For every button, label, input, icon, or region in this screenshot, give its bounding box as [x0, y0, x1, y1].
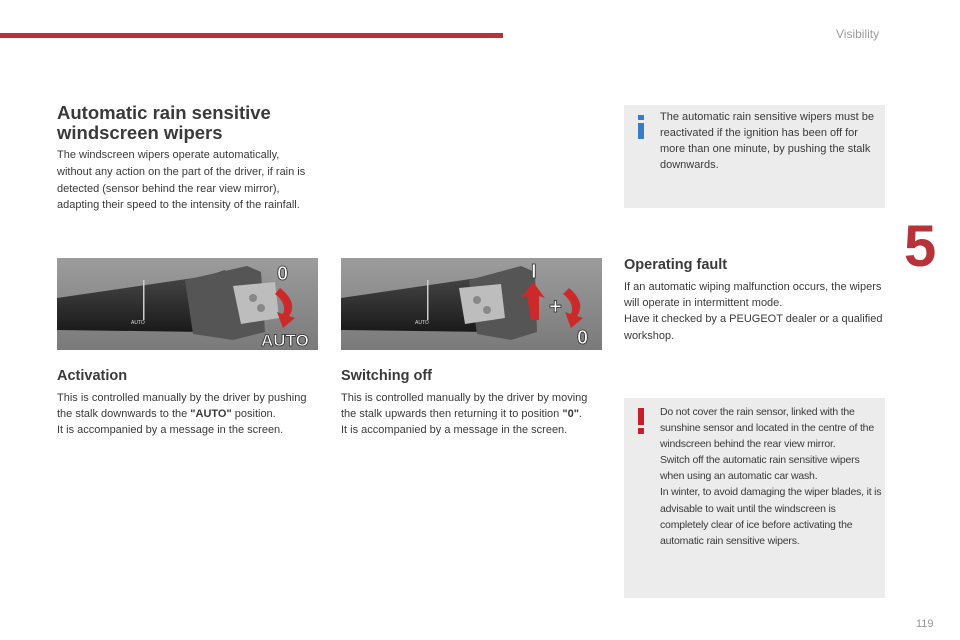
activation-message-line: It is accompanied by a message in the screen. — [57, 424, 284, 437]
switching-off-text — [341, 390, 603, 439]
warning-line-1: Do not cover the rain sensor, linked with the sunshine sensor and located in the centre of the windscreen behind the rear view mirror. — [660, 406, 874, 451]
activation-heading: Activation — [57, 368, 128, 384]
header-accent-bar — [0, 33, 503, 38]
position-one-symbol: I — [531, 261, 537, 283]
info-box — [624, 105, 885, 208]
warning-box-text — [660, 404, 882, 549]
switching-off-stalk-image — [341, 258, 602, 350]
warning-line-2: Switch off the automatic rain sensitive wipers when using an automatic car wash. — [660, 454, 860, 483]
warning-box — [624, 398, 885, 598]
info-icon — [633, 115, 649, 139]
activation-text-before: This is controlled manually by the driver by pushing the stalk downwards to the — [57, 392, 307, 421]
switching-off-heading: Switching off — [341, 368, 433, 384]
info-box-text: The automatic rain sensitive wipers must be reactivated if the ignition has been off for more than one minute, by pushing the stalk downwards. — [660, 111, 874, 171]
warning-icon — [633, 408, 649, 434]
operating-fault-line-1: If an automatic wiping malfunction occurs, the wipers will operate in intermittent mode. — [624, 281, 882, 310]
chapter-number: 5 — [904, 214, 937, 279]
activation-paragraph — [57, 390, 319, 422]
page-title: Automatic rain sensitive windscreen wipers — [57, 102, 271, 143]
switching-off-text-after: . — [578, 408, 582, 421]
activation-text-after: position. — [231, 408, 276, 421]
stalk-auto-label: AUTO — [131, 320, 145, 326]
section-title: Visibility — [836, 27, 880, 41]
switching-off-text-before: This is controlled manually by the driver by moving the stalk upwards then returning it to position — [341, 392, 588, 421]
operating-fault-text — [624, 279, 886, 344]
activation-stalk-image — [57, 258, 318, 350]
position-auto-symbol: AUTO — [261, 331, 309, 350]
switching-off-paragraph — [341, 390, 603, 422]
operating-fault-heading: Operating fault — [624, 257, 728, 273]
operating-fault-line-2: Have it checked by a PEUGEOT dealer or a qualified workshop. — [624, 313, 883, 342]
page-number: 119 — [916, 618, 934, 630]
stalk-auto-label-2: AUTO — [415, 320, 429, 326]
activation-text — [57, 390, 319, 439]
position-zero-symbol-2: 0 — [577, 327, 589, 349]
warning-line-3: In winter, to avoid damaging the wiper blades, it is advisable to wait until the windscreen is completely clear of ice before activating the automatic rain sensitive wipers. — [660, 486, 882, 547]
activation-auto-value: "AUTO" — [190, 408, 232, 421]
switching-off-message-line: It is accompanied by a message in the screen. — [341, 424, 568, 437]
position-zero-symbol: 0 — [277, 263, 289, 285]
switching-off-zero-value: "0" — [562, 408, 579, 421]
plus-symbol: + — [549, 294, 562, 319]
intro-paragraph: The windscreen wipers operate automatically, without any action on the part of the driver, if rain is detected (sensor behind the rear view mirror), adapting their speed to the intensity of the rainfall. — [57, 149, 306, 212]
